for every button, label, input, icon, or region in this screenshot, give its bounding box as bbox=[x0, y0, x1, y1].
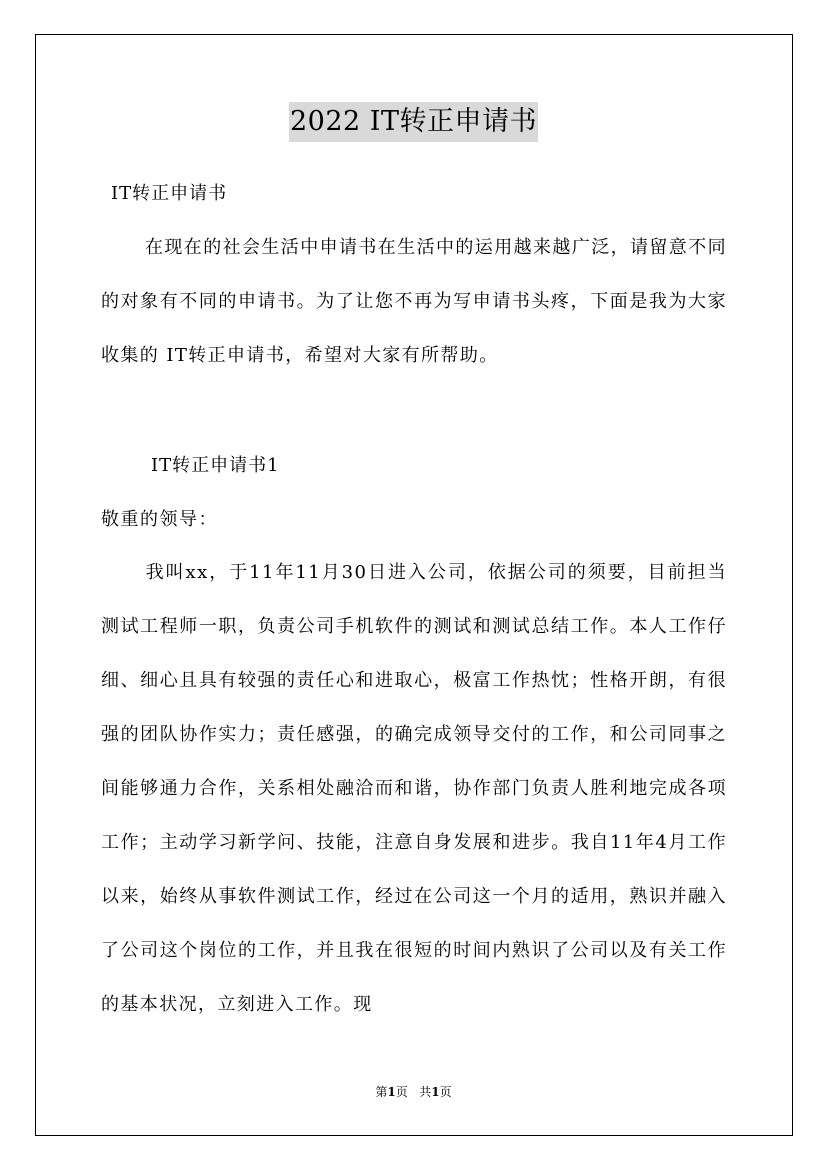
title-container bbox=[0, 102, 827, 142]
document-subtitle: IT转正申请书 bbox=[111, 183, 228, 204]
footer-page-total: 1 bbox=[431, 1085, 440, 1099]
page-footer bbox=[0, 1083, 827, 1101]
document-title: 2022 IT转正申请书 bbox=[289, 102, 538, 142]
footer-page-suffix: 页 bbox=[439, 1085, 452, 1099]
body-text: 我叫xx，于11年11月30日进入公司，依据公司的须要，目前担当测试工程师一职，负责公司手机软件的测试和测试总结工作。本人工作仔细、细心且具有较强的责任心和进取心，极富工作热忱；性格开朗，有很强的团队协作实力；责任感强，的确完成领导交付的工作，和公司同事之间能够通力合作，关系相处融洽而和谐，协作部门负责人胜利地完成各项工作；主动学习新学问、技能，注意自身发展和进步。我自11年4月工作以来，始终从事软件测试工作，经过在公司这一个月的适用，熟识并融入了公司这个岗位的工作，并且我在很短的时间内熟识了公司以及有关工作的基本状况，立刻进入工作。现 bbox=[101, 562, 727, 1015]
footer-page-prefix: 第 bbox=[375, 1085, 388, 1099]
intro-text: 在现在的社会生活中申请书在生活中的运用越来越广泛，请留意不同的对象有不同的申请书。为了让您不再为写申请书头疼，下面是我为大家收集的 IT转正申请书，希望对大家有所帮助。 bbox=[101, 237, 727, 366]
intro-paragraph bbox=[101, 221, 727, 383]
section-heading: IT转正申请书1 bbox=[151, 455, 280, 476]
footer-page-current: 1 bbox=[387, 1085, 396, 1099]
salutation: 敬重的领导： bbox=[101, 509, 218, 530]
body-paragraph bbox=[101, 546, 727, 1032]
footer-page-mid: 页 共 bbox=[395, 1085, 432, 1099]
